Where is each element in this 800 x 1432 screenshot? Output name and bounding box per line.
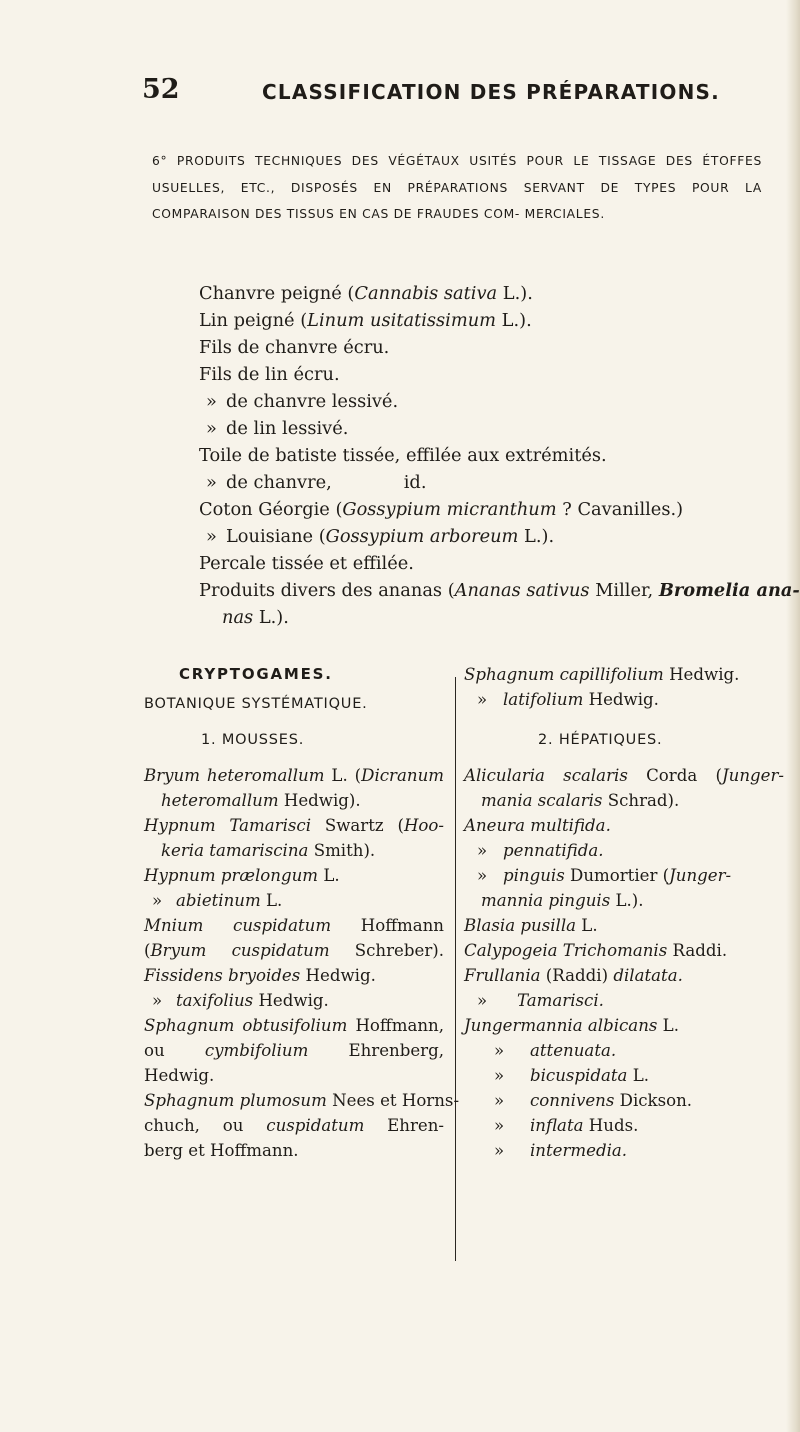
list-item: » pinguis Dumortier (Junger- <box>477 866 732 885</box>
list-item: » bicuspidata L. <box>494 1066 650 1085</box>
list-item: Sphagnum obtusifolium Hoffmann, <box>144 1016 444 1035</box>
ditto-mark: » <box>206 472 217 493</box>
list-item: Alicularia scalaris Corda (Junger- <box>464 766 784 785</box>
ditto-mark: » <box>494 1141 505 1160</box>
list-item: Mnium cuspidatum Hoffmann <box>144 916 444 935</box>
ditto-mark: » <box>494 1116 505 1135</box>
list-item: mania scalaris Schrad). <box>481 791 680 810</box>
list-item: Fils de lin écru. <box>199 364 340 385</box>
list-item: Frullania (Raddi) dilatata. <box>464 966 683 985</box>
list-item: » inflata Huds. <box>494 1116 639 1135</box>
list-item: Calypogeia Trichomanis Raddi. <box>464 941 728 960</box>
list-item: Aneura multifida. <box>464 816 611 835</box>
list-item: Chanvre peigné (Cannabis sativa L.). <box>199 283 533 304</box>
cryptogames-heading: CRYPTOGAMES. <box>179 665 333 683</box>
page-edge <box>786 0 800 1432</box>
ditto-mark: » <box>494 1041 505 1060</box>
list-item: Produits divers des ananas (Ananas sativus Miller, Bromelia ana- <box>199 580 800 601</box>
list-item: » de lin lessivé. <box>206 418 349 439</box>
list-item: » Tamarisci. <box>477 991 604 1010</box>
list-item: Sphagnum capillifolium Hedwig. <box>464 665 740 684</box>
running-title: CLASSIFICATION DES PRÉPARATIONS. <box>262 80 720 104</box>
list-item: Coton Géorgie (Gossypium micranthum ? Cavanilles.) <box>199 499 684 520</box>
ditto-mark: » <box>152 891 163 910</box>
list-item: Fissidens bryoides Hedwig. <box>144 966 376 985</box>
list-item: » taxifolius Hedwig. <box>152 991 329 1010</box>
list-item: keria tamariscina Smith). <box>161 841 376 860</box>
list-item: Jungermannia albicans L. <box>464 1016 679 1035</box>
list-item: » pennatifida. <box>477 841 604 860</box>
group-heading: 2. HÉPATIQUES. <box>538 732 663 748</box>
list-item: chuch, ou cuspidatum Ehren- <box>144 1116 444 1135</box>
section-heading: 6° PRODUITS TECHNIQUES DES VÉGÉTAUX USITÉS POUR LE TISSAGE DES ÉTOFFES USUELLES, ETC., DISPOSÉS EN PRÉPARATIONS SERVANT DE TYPES POUR LA COMPARAISON DES TISSUS EN CAS DE FRAUDES COM- MERCIALES. <box>152 154 762 221</box>
page-header <box>142 74 760 114</box>
ditto-mark: » <box>477 690 488 709</box>
list-item: Hypnum Tamarisci Swartz (Hoo- <box>144 816 444 835</box>
ditto-mark: » <box>206 391 217 412</box>
ditto-mark: » <box>494 1066 505 1085</box>
list-item: » abietinum L. <box>152 891 283 910</box>
page-number: 52 <box>142 74 180 105</box>
ditto-mark: » <box>477 866 488 885</box>
group-heading: 1. MOUSSES. <box>201 732 305 748</box>
ditto-mark: » <box>152 991 163 1010</box>
list-item: Sphagnum plumosum Nees et Horns- <box>144 1091 460 1110</box>
ditto-mark: » <box>477 841 488 860</box>
list-item: » attenuata. <box>494 1041 617 1060</box>
list-item: » de chanvre lessivé. <box>206 391 399 412</box>
list-item: Hypnum prælongum L. <box>144 866 340 885</box>
list-item: Bryum heteromallum L. (Dicranum <box>144 766 444 785</box>
list-item: » intermedia. <box>494 1141 628 1160</box>
list-item: Blasia pusilla L. <box>464 916 598 935</box>
list-item: » de chanvre, id. <box>206 472 427 493</box>
list-item: » Louisiane (Gossypium arboreum L.). <box>206 526 555 547</box>
list-item: nas L.). <box>222 607 289 628</box>
list-item: Toile de batiste tissée, effilée aux extrémités. <box>199 445 607 466</box>
list-item: mannia pinguis L.). <box>481 891 644 910</box>
list-item: berg et Hoffmann. <box>144 1141 299 1160</box>
column-divider <box>455 677 456 1261</box>
list-item: Percale tissée et effilée. <box>199 553 414 574</box>
list-item: » latifolium Hedwig. <box>477 690 659 709</box>
ditto-mark: » <box>494 1091 505 1110</box>
list-item: Lin peigné (Linum usitatissimum L.). <box>199 310 532 331</box>
list-item: ou cymbifolium Ehrenberg, <box>144 1041 444 1060</box>
ditto-mark: » <box>206 526 217 547</box>
subheading: BOTANIQUE SYSTÉMATIQUE. <box>144 696 368 712</box>
list-item: » connivens Dickson. <box>494 1091 693 1110</box>
ditto-mark: » <box>206 418 217 439</box>
list-item: heteromallum Hedwig). <box>161 791 361 810</box>
list-item: Fils de chanvre écru. <box>199 337 390 358</box>
list-item: (Bryum cuspidatum Schreber). <box>144 941 444 960</box>
list-item: Hedwig. <box>144 1066 215 1085</box>
ditto-mark: » <box>477 991 488 1010</box>
